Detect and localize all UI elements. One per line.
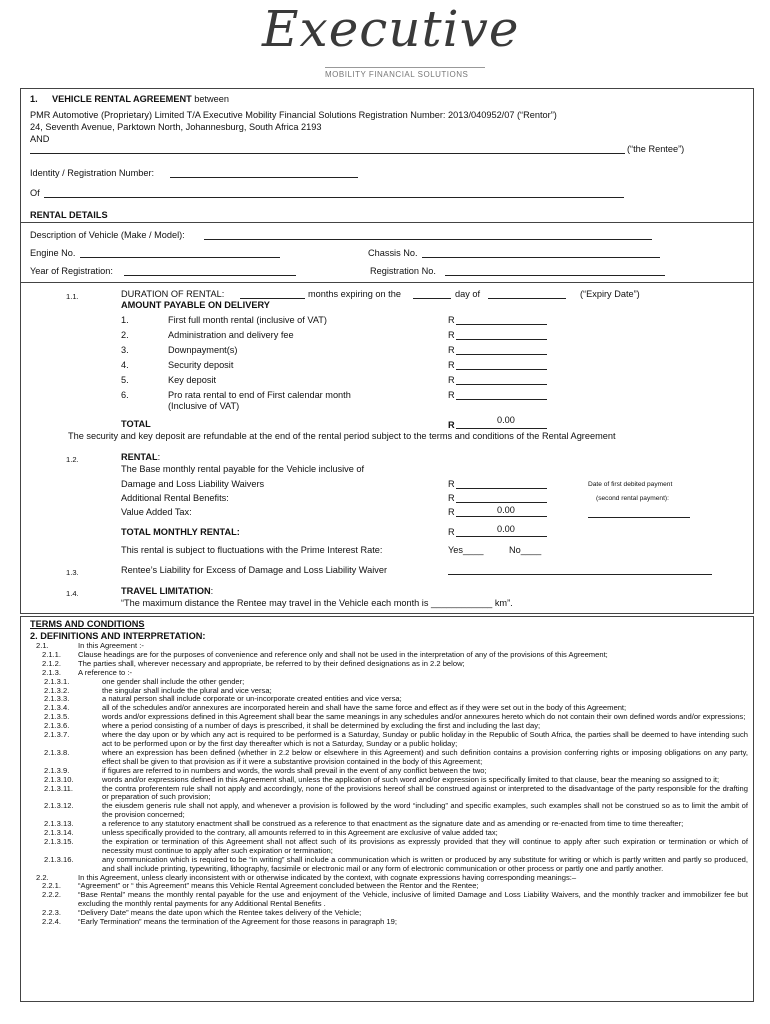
terms-row-number: 2.1.2. [42, 658, 61, 668]
terms-row-text: where a period consisting of a number of days is prescribed, it shall be determined by excluding the first and including the last day; [102, 721, 541, 731]
rental-title-text: RENTAL [121, 452, 158, 462]
terms-row-text: if figures are referred to in numbers and words, the words shall prevail in the event of any conflict between the two; [102, 765, 487, 775]
terms-row-text: “Base Rental” means the monthly rental payable for the use and enjoyment of the Vehicle, inclusive of limited Damage and Loss Liability Waivers, and the monthly tracker and immobilizer fee but excluding the monthly rental payments for any Additional Rental Benefits . [78, 890, 748, 909]
terms-row-text: the contra proferentem rule shall not apply and accordingly, none of the provisions hereof shall be construed against or interpreted to the disadvantage of the party responsible for the drafting or preparation of such provision; [102, 783, 748, 802]
amount-item-label: Downpayment(s) [168, 345, 238, 355]
total-field[interactable] [456, 428, 547, 429]
travel-limitation-title-text: TRAVEL LIMITATION [121, 586, 211, 596]
registration-label: Registration No. [370, 266, 436, 276]
terms-row-number: 2.1.3.9. [44, 765, 70, 775]
chassis-field[interactable] [422, 257, 660, 258]
vat-value: 0.00 [497, 505, 515, 515]
base-rental-line-2: Damage and Loss Liability Waivers [121, 479, 265, 489]
total-monthly-field[interactable] [456, 536, 547, 537]
amount-item-number: 1. [121, 315, 129, 325]
terms-row-number: 2.1.1. [42, 649, 61, 659]
travel-limitation-title: TRAVEL LIMITATION: [121, 586, 214, 596]
amount-item-field[interactable] [456, 369, 547, 370]
terms-row-number: 2.1.3.14. [44, 828, 74, 838]
rental-title: RENTAL: [121, 452, 161, 462]
clause-1-4-number: 1.4. [66, 589, 79, 598]
terms-row [22, 785, 750, 803]
terms-title: TERMS AND CONDITIONS [30, 619, 145, 629]
engine-label: Engine No. [30, 248, 76, 258]
terms-row-number: 2.1.3.15. [44, 836, 74, 846]
additional-benefits-r: R [448, 493, 455, 503]
amount-item-r: R [448, 330, 455, 340]
address-field[interactable] [44, 197, 624, 198]
additional-benefits-label: Additional Rental Benefits: [121, 493, 229, 503]
terms-row-number: 2.2.2. [42, 890, 61, 900]
first-debit-date-field[interactable] [588, 517, 690, 518]
total-monthly-r: R [448, 527, 455, 537]
terms-row-text: one gender shall include the other gender; [102, 676, 245, 686]
terms-row-text: the eiusdem generis rule shall not apply, and whenever a provision is followed by the word “including” and specific examples, such examples shall not be construed so as to limit the ambit of the provision concerned; [102, 801, 748, 820]
terms-row-number: 2.1.3.5. [44, 712, 70, 722]
prime-no-option[interactable]: No____ [509, 545, 542, 555]
travel-limitation-text: “The maximum distance the Rentee may travel in the Vehicle each month is ____________ km”. [121, 598, 513, 608]
base-rental-r: R [448, 479, 455, 489]
amount-item-number: 2. [121, 330, 129, 340]
terms-row-text: where the day upon or by which any act is required to be performed is a Saturday, Sunday or public holiday in the Republic of South Africa, the parties shall be deemed to have intending such act to be performed upon or by the first day thereafter which is not a Saturday, Sunday or a public holiday; [102, 730, 748, 748]
terms-row-text: all of the schedules and/or annexures are incorporated herein and shall have the same force and effect as if they were set out in the body of this Agreement; [102, 703, 627, 713]
terms-row-text: words and/or expressions defined in this Agreement shall bear the same meanings in any schedules and/or annexures hereto which do not contain their own defined words and/or expressions; [102, 712, 746, 722]
additional-benefits-field[interactable] [456, 502, 547, 503]
terms-row [22, 856, 750, 874]
section-1-between: between [191, 94, 229, 104]
terms-row [22, 731, 750, 749]
clause-1-1-number: 1.1. [66, 292, 79, 301]
terms-row-number: 2.1.3.11. [44, 783, 73, 793]
terms-row-number: 2.2.3. [42, 908, 61, 918]
section-1-title: VEHICLE RENTAL AGREEMENT [52, 94, 192, 104]
amount-item-field[interactable] [456, 339, 547, 340]
terms-row [22, 749, 750, 767]
terms-row-text: the expiration or termination of this Agreement shall not affect such of its provisions as expressly provided that they will continue to apply after such expiration or termination or which of necessity must continue to apply after such expiration or termination; [102, 836, 748, 855]
engine-field[interactable] [80, 257, 280, 258]
base-rental-field[interactable] [456, 488, 547, 489]
terms-row-number: 2.1.3.4. [44, 703, 70, 713]
terms-row-text: unless specifically provided to the contrary, all amounts referred to in this Agreement are exclusive of value added tax; [102, 828, 498, 838]
amount-item-label: Pro rata rental to end of First calendar month [168, 390, 351, 400]
total-label: TOTAL [121, 419, 151, 429]
terms-row-text: “Delivery Date” means the date upon which the Rentee takes delivery of the Vehicle; [78, 908, 362, 918]
amount-item-r: R [448, 345, 455, 355]
expiry-day-field[interactable] [413, 298, 451, 299]
and-label: AND [30, 134, 50, 144]
of-label: Of [30, 188, 40, 198]
amount-item-number: 3. [121, 345, 129, 355]
terms-row-text: a natural person shall include corporate or un-incorporate created entities and vice versa; [102, 694, 402, 704]
amount-payable-title: AMOUNT PAYABLE ON DELIVERY [121, 300, 270, 310]
amount-item-r: R [448, 315, 455, 325]
identity-label: Identity / Registration Number: [30, 168, 155, 178]
amount-item-label: First full month rental (inclusive of VAT) [168, 315, 327, 325]
section-1-number: 1. [30, 94, 38, 104]
amount-item-label: Key deposit [168, 375, 217, 385]
terms-row-number: 2.1.3. [42, 667, 61, 677]
terms-row-number: 2.1.3.3. [44, 694, 70, 704]
terms-row-number: 2.2.4. [42, 917, 61, 927]
terms-row-number: 2.1. [36, 641, 49, 650]
total-r: R [448, 420, 455, 430]
chassis-label: Chassis No. [368, 248, 418, 258]
terms-row-text: The parties shall, wherever necessary and appropriate, be referred to by their defined designations as in 2.2 below; [78, 658, 465, 668]
amount-item-field[interactable] [456, 354, 547, 355]
first-debit-label: Date of first debited payment [588, 481, 673, 488]
identity-field[interactable] [170, 177, 358, 178]
prime-yes-option[interactable]: Yes____ [448, 545, 484, 555]
clause-1-2-number: 1.2. [66, 455, 79, 464]
terms-row-number: 2.1.3.7. [44, 730, 70, 740]
rentee-name-field[interactable] [30, 153, 625, 154]
terms-row-number: 2.1.3.12. [44, 801, 74, 811]
terms-row-number: 2.2.1. [42, 881, 61, 891]
deposit-note: The security and key deposit are refundable at the end of the rental period subject to the terms and conditions of the Rental Agreement [68, 431, 616, 441]
total-monthly-label: TOTAL MONTHLY RENTAL: [121, 527, 240, 537]
terms-row-number: 2.1.3.2. [44, 685, 70, 695]
terms-row [22, 891, 750, 909]
prime-rate-label: This rental is subject to fluctuations with the Prime Interest Rate: [121, 545, 383, 555]
terms-row [22, 802, 750, 820]
vat-field[interactable] [456, 516, 547, 517]
terms-row-text: words and/or expressions defined in this Agreement shall, unless the application of such word and/or expression is specifically limited to that clause, bear the meaning so assigned to it; [102, 774, 720, 784]
terms-row-text: a reference to any statutory enactment shall be construed as a reference to that enactment as the signature date and as amending or re-enacted from time to time thereafter; [102, 819, 684, 829]
vehicle-description-label: Description of Vehicle (Make / Model): [30, 230, 185, 240]
terms-row [22, 838, 750, 856]
terms-row-text: “Early Termination” means the termination of the Agreement for those reasons in paragraph 19; [78, 917, 397, 927]
terms-row [22, 918, 750, 927]
amount-item-label: Security deposit [168, 360, 234, 370]
terms-row-number: 2.1.3.16. [44, 854, 74, 864]
rental-details-title: RENTAL DETAILS [30, 210, 108, 220]
amount-item-field[interactable] [456, 324, 547, 325]
expiry-month-field[interactable] [488, 298, 566, 299]
rentor-line: PMR Automotive (Proprietary) Limited T/A Executive Mobility Financial Solutions Registration Number: 2013/040952/07 (“Rentor”) [30, 110, 557, 120]
definitions-title: 2. DEFINITIONS AND INTERPRETATION: [30, 631, 206, 641]
vehicle-description-field[interactable] [204, 239, 652, 240]
expiry-date-label: (“Expiry Date”) [580, 289, 640, 299]
logo-subtitle: MOBILITY FINANCIAL SOLUTIONS [325, 70, 469, 79]
terms-row-number: 2.2. [36, 872, 49, 882]
vat-label: Value Added Tax: [121, 507, 192, 517]
logo-script-text: Executive [262, 0, 520, 58]
duration-day-of-label: day of [455, 289, 481, 299]
terms-row-number: 2.1.3.6. [44, 721, 70, 731]
base-rental-line-1: The Base monthly rental payable for the Vehicle inclusive of [121, 464, 365, 474]
terms-list [22, 642, 750, 927]
duration-months-field[interactable] [240, 298, 305, 299]
amount-item-6-suffix: (Inclusive of VAT) [168, 401, 240, 411]
terms-row-number: 2.1.3.13. [44, 819, 74, 829]
terms-row-number: 2.1.3.8. [44, 747, 70, 757]
amount-item-r: R [448, 390, 455, 400]
terms-row-text: A reference to :- [78, 667, 133, 677]
year-label: Year of Registration: [30, 266, 113, 276]
amount-item-r: R [448, 375, 455, 385]
amount-item-field[interactable] [456, 399, 547, 400]
rentor-address: 24, Seventh Avenue, Parktown North, Johannesburg, South Africa 2193 [30, 122, 322, 132]
registration-field[interactable] [445, 275, 665, 276]
total-value: 0.00 [497, 415, 515, 425]
amount-item-field[interactable] [456, 384, 547, 385]
terms-row-text: In this Agreement :- [78, 641, 144, 650]
total-monthly-value: 0.00 [497, 524, 515, 534]
amount-item-number: 4. [121, 360, 129, 370]
amount-item-number: 6. [121, 390, 129, 400]
rentee-label: (“the Rentee”) [627, 144, 685, 154]
second-payment-label: (second rental payment): [596, 495, 669, 502]
excess-liability-field[interactable] [448, 574, 712, 575]
section-1-heading [52, 94, 229, 104]
vat-r: R [448, 507, 455, 517]
amount-item-number: 5. [121, 375, 129, 385]
terms-row-text: where an expression has been defined (whether in 2.2 below or elsewhere in this Agreement) and such definition contains a provision conferring rights or imposing obligations on any party, effect shall be given to that provision as if it were a substantive provision contained in the body of this Agreement; [102, 747, 748, 766]
logo-divider [325, 67, 485, 68]
excess-liability-label: Rentee’s Liability for Excess of Damage and Loss Liability Waiver [121, 565, 388, 575]
year-field[interactable] [124, 275, 296, 276]
terms-row-text: “Agreement” or “ this Agreement” means this Vehicle Rental Agreement concluded between the Rentor and the Rentee; [78, 881, 479, 891]
amount-item-r: R [448, 360, 455, 370]
clause-1-3-number: 1.3. [66, 568, 79, 577]
amount-item-label: Administration and delivery fee [168, 330, 294, 340]
duration-expiring-label: months expiring on the [308, 289, 401, 299]
terms-row-text: In this Agreement, unless clearly inconsistent with or otherwise indicated by the context, with cognate expressions having corresponding meanings:– [78, 872, 577, 882]
terms-row-text: the singular shall include the plural and vice versa; [102, 685, 272, 695]
terms-row-text: any communication which is required to be “in writing” shall include a communication which is written or produced by any substitute for writing or which is partly written and partly so produced, and shall include printing, typewriting, lithography, facsimile or electronic mail or any form of electronic communication or other process or partly one and partly another. [102, 854, 748, 873]
terms-row-number: 2.1.3.1. [44, 676, 70, 686]
terms-row-text: Clause headings are for the purposes of convenience and reference only and shall not be used in the interpretation of any of the provisions of this Agreement; [78, 649, 608, 659]
terms-row-number: 2.1.3.10. [44, 774, 74, 784]
duration-label: DURATION OF RENTAL: [121, 289, 225, 299]
